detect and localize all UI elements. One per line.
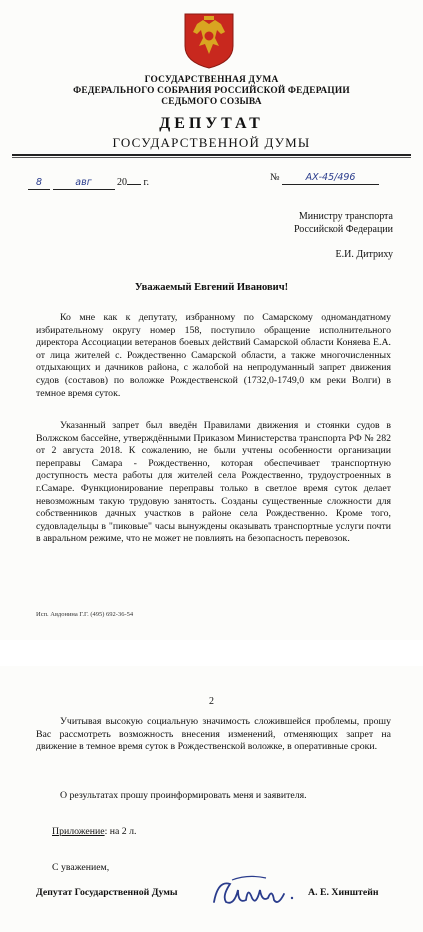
- addressee-name: Е.И. Дитриху: [335, 249, 393, 260]
- letterhead-subtitle: ГОСУДАРСТВЕННОЙ ДУМЫ: [112, 135, 311, 150]
- addressee-line-1: Министру транспорта: [298, 211, 393, 222]
- attachment-line: [52, 826, 137, 839]
- paragraph-4: [36, 790, 391, 803]
- paragraph-2: [36, 420, 391, 546]
- greeting: Уважаемый Евгений Иванович!: [134, 282, 289, 293]
- attachment-value: : на 2 л.: [104, 826, 137, 837]
- signature-name: А. Е. Хинштейн: [308, 887, 379, 898]
- page-gap: [0, 640, 423, 666]
- executor-note: Исп. Авдонина Г.Г. (495) 692-36-54: [36, 611, 134, 618]
- number-value: АХ-45/496: [282, 172, 379, 185]
- page-number: 2: [209, 696, 214, 707]
- closing: С уважением,: [52, 862, 110, 873]
- date-year-blank: [127, 172, 141, 185]
- date-year-prefix: 20: [117, 177, 127, 188]
- header-line-2: ФЕДЕРАЛЬНОГО СОБРАНИЯ РОССИЙСКОЙ ФЕДЕРАЦИИ: [73, 86, 350, 96]
- header-rule-thin: [12, 157, 411, 158]
- paragraph-3-text: Учитывая высокую социальную значимость сложившейся проблемы, прошу Вас рассмотреть возможность внесения изменений, отменяющих запрет на движение в темное время суток в Рождественской воложке, в оперативные сроки.: [36, 716, 391, 753]
- handwritten-signature-icon: [208, 872, 298, 912]
- number-line: [270, 172, 379, 185]
- paragraph-3: [36, 716, 391, 754]
- date-suffix: г.: [143, 177, 149, 188]
- letterhead-title: ДЕПУТАТ: [159, 115, 264, 132]
- signature-title: Депутат Государственной Думы: [36, 887, 178, 898]
- header-rule-thick: [12, 154, 411, 156]
- header-line-1: ГОСУДАРСТВЕННАЯ ДУМА: [144, 75, 279, 85]
- number-label: №: [270, 172, 280, 183]
- paragraph-2-text: Указанный запрет был введён Правилами движения и стоянки судов в Волжском бассейне, утверждёнными Приказом Министерства транспорта РФ № 282 от 2 августа 2018. К сожалению, не были учтены особенности организации переправы Самара - Рождественно, которая обеспечивает транспортную доступность места работы для жителей села Рождественно, трудоустроенных в г.Самаре. Функционирование переправы только в светлое время суток делает невозможным такую трудовую занятость. Созданы существенные сложности для собственников дачных участков в районе села Рождественно. Кроме того, судовладельцы в "пиковые" часы вынуждены оказывать транспортные услуги почти в авральном режиме, что не может не повлиять на безопасность перевозок.: [36, 420, 391, 545]
- addressee-block: [294, 210, 393, 236]
- date-line: [28, 172, 149, 190]
- date-month: авг: [53, 177, 115, 190]
- date-day: 8: [28, 177, 50, 190]
- paragraph-1: [36, 312, 391, 400]
- header-line-3: СЕДЬМОГО СОЗЫВА: [161, 97, 262, 107]
- attachment-label: Приложение: [52, 826, 105, 837]
- addressee-line-2: Российской Федерации: [293, 224, 393, 235]
- coat-of-arms-icon: [183, 12, 235, 70]
- paragraph-1-text: Ко мне как к депутату, избранному по Самарскому одномандатному избирательному округу номер 158, поступило обращение исполнительного директора Ассоциации ветеранов боевых действий Самарской области Коняева Е.А. от лица жителей с. Рождественно Самарской области, а также многочисленных отдыхающих и дачников района, с жалобой на непродуманный запрет движения судов (составов) по воложке Рождественской (1732,0-1749,0 км реки Волги) в темное время суток.: [36, 312, 391, 399]
- paragraph-4-text: О результатах прошу проинформировать меня и заявителя.: [60, 790, 307, 801]
